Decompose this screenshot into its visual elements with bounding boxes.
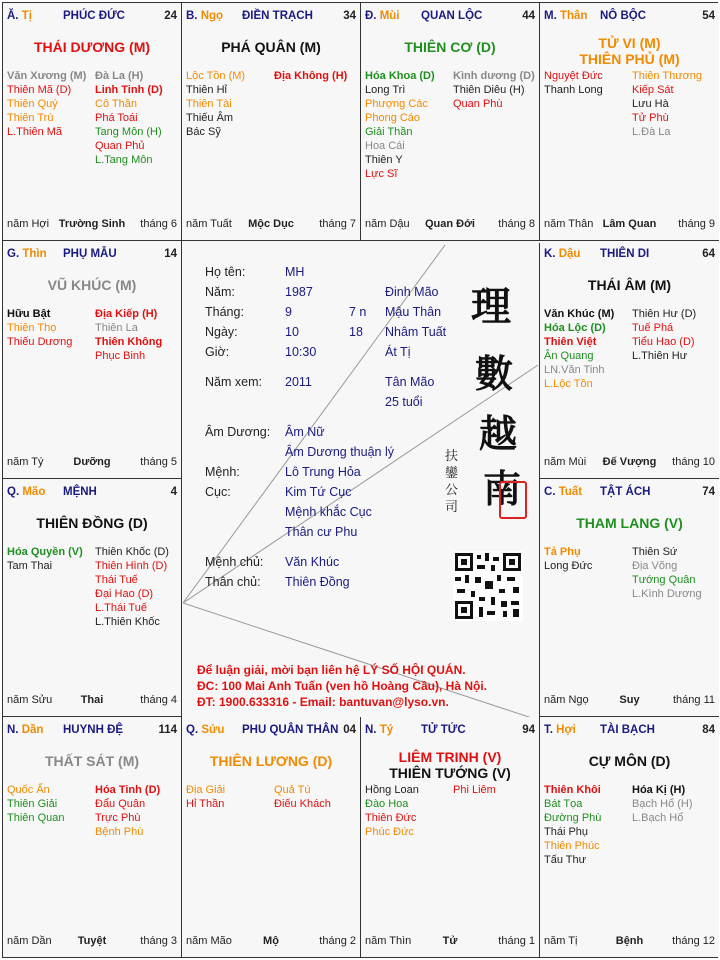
footer-phase: Bệnh bbox=[615, 935, 644, 947]
palace-number: 114 bbox=[158, 724, 177, 736]
minor-star: Thiên Thương bbox=[632, 70, 703, 82]
palace-footer bbox=[544, 935, 715, 949]
label-menh: Mệnh: bbox=[205, 465, 240, 479]
right-star-list bbox=[632, 545, 702, 601]
palace-number: 14 bbox=[164, 248, 177, 260]
value-than-chu: Thiên Đồng bbox=[285, 575, 350, 589]
minor-star: Thiên Tài bbox=[186, 98, 232, 110]
value-thang-canchi: Mậu Thân bbox=[385, 305, 442, 319]
logo-char-1: 理 bbox=[471, 283, 511, 330]
value-nam-xem-canchi: Tân Mão bbox=[385, 375, 435, 389]
main-star: LIÊM TRINH (V) bbox=[398, 749, 502, 765]
palace-than[interactable] bbox=[540, 3, 719, 241]
minor-star: Tử Phù bbox=[632, 112, 669, 124]
palace-can-chi: T. Hợi bbox=[544, 724, 576, 736]
minor-star: Địa Kiếp (H) bbox=[95, 308, 158, 320]
palace-number: 24 bbox=[164, 10, 177, 22]
minor-star: Quốc Ấn bbox=[7, 784, 50, 796]
main-star: THIÊN TƯỚNG (V) bbox=[389, 765, 511, 781]
minor-star: Tiểu Hao (D) bbox=[632, 336, 695, 348]
minor-star: Thiên Diêu (H) bbox=[453, 84, 525, 96]
right-star-list bbox=[95, 69, 163, 167]
palace-name: TỬ TỨC bbox=[421, 724, 466, 736]
minor-star: Bạch Hổ (H) bbox=[632, 798, 693, 810]
minor-star: Thái Tuế bbox=[95, 574, 138, 586]
palace-can-chi: M. Thân bbox=[544, 10, 588, 22]
logo-char-2: 數 bbox=[475, 351, 514, 396]
value-nam-xem: 2011 bbox=[285, 375, 312, 389]
minor-star: Hỉ Thần bbox=[186, 798, 225, 810]
minor-star: Thiên Giải bbox=[7, 798, 58, 810]
minor-star: Địa Giải bbox=[186, 784, 226, 796]
palace-ty[interactable] bbox=[3, 3, 182, 241]
minor-star: Phúc Đức bbox=[365, 826, 414, 838]
value-ngay-am: 18 bbox=[349, 325, 363, 339]
minor-star: Lưu Hà bbox=[632, 98, 669, 110]
footer-year: năm Dần bbox=[7, 935, 52, 947]
palace-header bbox=[186, 724, 356, 738]
value-gio: 10:30 bbox=[285, 345, 317, 359]
label-thang: Tháng: bbox=[205, 305, 244, 319]
footer-month: tháng 7 bbox=[319, 218, 356, 230]
footer-year: năm Tị bbox=[544, 935, 578, 947]
minor-star: L.Thiên Mã bbox=[7, 126, 63, 138]
value-nam: 1987 bbox=[285, 285, 313, 299]
minor-star: Văn Xương (M) bbox=[7, 70, 87, 82]
minor-star: Thiên Quan bbox=[7, 812, 65, 824]
main-star: TỬ VI (M) bbox=[598, 35, 661, 51]
center-info-panel bbox=[183, 243, 540, 720]
palace-number: 54 bbox=[702, 10, 715, 22]
palace-number: 84 bbox=[702, 724, 715, 736]
right-star-list bbox=[274, 783, 331, 811]
footer-month: tháng 11 bbox=[672, 694, 715, 706]
footer-month: tháng 12 bbox=[672, 935, 715, 947]
palace-can-chi: C. Tuất bbox=[544, 486, 583, 498]
palace-footer bbox=[544, 456, 715, 470]
footer-year: năm Thìn bbox=[365, 935, 412, 947]
minor-star: Thiên Trù bbox=[7, 112, 54, 124]
right-star-list bbox=[632, 69, 702, 139]
footer-month: tháng 5 bbox=[140, 456, 177, 468]
minor-star: Lộc Tồn (M) bbox=[186, 70, 246, 82]
main-star: THIÊN ĐỒNG (D) bbox=[36, 515, 148, 531]
footer-month: tháng 9 bbox=[678, 218, 715, 230]
palace-number: 64 bbox=[702, 248, 715, 260]
minor-star: Tang Môn (H) bbox=[95, 126, 162, 138]
label-nam: Năm: bbox=[205, 285, 235, 299]
minor-star: Trực Phù bbox=[95, 812, 141, 824]
minor-star: L.Lộc Tồn bbox=[544, 378, 593, 390]
footer-phase: Mộ bbox=[263, 935, 279, 947]
minor-star: Quả Tú bbox=[274, 784, 311, 796]
minor-star: L.Thiên Khốc bbox=[95, 616, 160, 628]
minor-star: Thanh Long bbox=[544, 84, 603, 96]
minor-star: Bác Sỹ bbox=[186, 126, 221, 138]
footer-year: năm Tuất bbox=[186, 218, 232, 230]
right-star-list bbox=[95, 307, 162, 363]
minor-star: Đường Phù bbox=[544, 812, 602, 824]
left-star-list bbox=[186, 783, 225, 811]
minor-star: Kiếp Sát bbox=[632, 84, 674, 96]
minor-star: Thiên Y bbox=[365, 154, 403, 166]
minor-star: Linh Tinh (D) bbox=[95, 84, 163, 96]
minor-star: Tấu Thư bbox=[544, 854, 587, 866]
minor-star: Thiên Hư (D) bbox=[632, 308, 697, 320]
contact-line-1: Để luận giải, mời bạn liên hệ LÝ SỐ HỘI QUÁN. bbox=[197, 663, 466, 677]
footer-phase: Quan Đới bbox=[425, 218, 475, 230]
main-star: THIÊN PHỦ (M) bbox=[579, 51, 680, 67]
footer-phase: Lâm Quan bbox=[602, 218, 657, 230]
minor-star: Đà La (H) bbox=[95, 70, 144, 82]
minor-star: Điếu Khách bbox=[274, 798, 331, 810]
label-ngay: Ngày: bbox=[205, 325, 238, 339]
qr-code-icon[interactable] bbox=[453, 551, 523, 621]
palace-header bbox=[365, 10, 535, 24]
palace-can-chi: K. Dậu bbox=[544, 248, 581, 260]
left-star-list bbox=[365, 69, 435, 181]
palace-can-chi: Ă. Tị bbox=[7, 10, 32, 22]
palace-header bbox=[544, 486, 715, 500]
palace-mao[interactable] bbox=[3, 479, 182, 717]
main-star: VŨ KHÚC (M) bbox=[47, 277, 137, 293]
right-star-list bbox=[95, 545, 169, 629]
palace-can-chi: Q. Sửu bbox=[186, 724, 225, 736]
right-star-list bbox=[453, 783, 496, 797]
palace-dan[interactable] bbox=[3, 717, 182, 957]
minor-star: Bệnh Phù bbox=[95, 826, 144, 838]
footer-year: năm Mão bbox=[186, 935, 232, 947]
seal-vertical-text: 扶鑾公司 bbox=[445, 449, 459, 515]
contact-line-3[interactable]: ĐT: 1900.633316 - Email: bantuvan@lyso.vn. bbox=[197, 695, 449, 709]
value-thang-am: 7 n bbox=[349, 305, 367, 319]
footer-phase: Trường Sinh bbox=[58, 218, 126, 230]
left-star-list bbox=[544, 69, 603, 97]
left-star-list bbox=[7, 307, 72, 349]
footer-month: tháng 8 bbox=[498, 218, 535, 230]
main-star: THÁI ÂM (M) bbox=[587, 277, 672, 293]
minor-star: Thiếu Âm bbox=[186, 112, 234, 124]
main-star: THIÊN LƯƠNG (D) bbox=[209, 753, 333, 769]
palace-header bbox=[7, 248, 177, 262]
minor-star: Lực Sĩ bbox=[365, 168, 398, 180]
left-star-list bbox=[365, 783, 419, 839]
left-star-list bbox=[7, 69, 86, 139]
minor-star: Thái Phụ bbox=[544, 826, 589, 838]
minor-star: Thiên Hỉ bbox=[186, 84, 227, 96]
minor-star: Tuế Phá bbox=[632, 322, 674, 334]
minor-star: Thiên Thọ bbox=[7, 322, 57, 334]
minor-star: L.Thiên Hư bbox=[632, 350, 688, 362]
palace-name: PHU QUÂN THÂN bbox=[242, 724, 339, 736]
footer-phase: Mộc Dục bbox=[248, 218, 294, 230]
palace-can-chi: G. Thìn bbox=[7, 248, 47, 260]
palace-name: ĐIỀN TRẠCH bbox=[242, 10, 313, 22]
main-star: THẤT SÁT (M) bbox=[44, 753, 140, 769]
minor-star: Long Đức bbox=[544, 560, 593, 572]
minor-star: Đào Hoa bbox=[365, 798, 409, 810]
palace-number: 4 bbox=[170, 486, 177, 498]
minor-star: Long Trì bbox=[365, 84, 406, 96]
minor-star: Cô Thần bbox=[95, 98, 137, 110]
minor-star: Thiếu Dương bbox=[7, 336, 73, 348]
minor-star: Địa Võng bbox=[632, 560, 678, 572]
left-star-list bbox=[7, 545, 83, 573]
minor-star: Hóa Quyền (V) bbox=[7, 546, 83, 558]
main-star: CỰ MÔN (D) bbox=[588, 753, 671, 769]
palace-header bbox=[544, 10, 715, 24]
footer-phase: Đế Vượng bbox=[602, 456, 657, 468]
footer-year: năm Mùi bbox=[544, 456, 587, 468]
footer-month: tháng 3 bbox=[140, 935, 177, 947]
minor-star: Hóa Lộc (D) bbox=[544, 322, 606, 334]
palace-can-chi: N. Tý bbox=[365, 724, 394, 736]
palace-footer bbox=[7, 456, 177, 470]
minor-star: LN.Văn Tinh bbox=[544, 364, 605, 376]
palace-header bbox=[7, 486, 177, 500]
palace-tyy[interactable] bbox=[361, 717, 540, 957]
palace-number: 44 bbox=[522, 10, 535, 22]
minor-star: Phi Liêm bbox=[453, 784, 496, 796]
minor-star: Phá Toái bbox=[95, 112, 138, 124]
footer-phase: Suy bbox=[619, 694, 640, 706]
footer-phase: Tuyệt bbox=[77, 935, 107, 947]
value-menh: Lô Trung Hỏa bbox=[285, 465, 361, 479]
palace-number: 04 bbox=[343, 724, 356, 736]
footer-year: năm Tý bbox=[7, 456, 44, 468]
value-nam-canchi: Đinh Mão bbox=[385, 285, 439, 299]
footer-phase: Dưỡng bbox=[73, 456, 111, 468]
minor-star: Tả Phụ bbox=[544, 546, 581, 558]
footer-year: năm Thân bbox=[544, 218, 594, 230]
minor-star: L.Tang Môn bbox=[95, 154, 153, 166]
label-than-chu: Thân chủ: bbox=[205, 575, 261, 589]
palace-can-chi: Q. Mão bbox=[7, 486, 46, 498]
footer-month: tháng 4 bbox=[140, 694, 177, 706]
minor-star: Phượng Các bbox=[365, 98, 428, 110]
minor-star: Thiên Khôi bbox=[544, 784, 601, 796]
palace-name: TÀI BẠCH bbox=[600, 724, 655, 736]
footer-year: năm Dậu bbox=[365, 218, 410, 230]
minor-star: Hóa Khoa (D) bbox=[365, 70, 435, 82]
minor-star: Quan Phù bbox=[453, 98, 503, 110]
main-star: THÁI DƯƠNG (M) bbox=[33, 39, 151, 55]
palace-header bbox=[365, 724, 535, 738]
minor-star: Nguyệt Đức bbox=[544, 70, 603, 82]
palace-ngo[interactable] bbox=[182, 3, 361, 241]
left-star-list bbox=[7, 783, 64, 825]
palace-tuat[interactable] bbox=[540, 479, 719, 717]
left-star-list bbox=[544, 783, 601, 867]
palace-name: NÔ BỘC bbox=[600, 10, 646, 22]
value-cuc: Kim Tứ Cục bbox=[285, 485, 352, 499]
main-star: THIÊN CƠ (D) bbox=[404, 39, 496, 55]
red-seal-icon bbox=[499, 481, 527, 519]
minor-star: Văn Khúc (M) bbox=[544, 308, 615, 320]
palace-footer bbox=[544, 694, 715, 708]
value-ngay: 10 bbox=[285, 325, 299, 339]
palace-mui[interactable] bbox=[361, 3, 540, 241]
value-tuoi: 25 tuổi bbox=[385, 395, 423, 409]
minor-star: Bát Tọa bbox=[544, 798, 583, 810]
footer-month: tháng 6 bbox=[140, 218, 177, 230]
minor-star: Địa Không (H) bbox=[274, 70, 348, 82]
palace-header bbox=[544, 724, 715, 738]
value-thang: 9 bbox=[285, 305, 292, 319]
palace-dau[interactable] bbox=[540, 241, 719, 479]
left-star-list bbox=[186, 69, 245, 139]
minor-star: Phong Cáo bbox=[365, 112, 421, 124]
minor-star: Thiên Việt bbox=[544, 336, 597, 348]
palace-hoi[interactable] bbox=[540, 717, 719, 957]
main-star: PHÁ QUÂN (M) bbox=[221, 39, 321, 55]
palace-footer bbox=[7, 935, 177, 949]
palace-can-chi: N. Dần bbox=[7, 724, 44, 736]
right-star-list bbox=[274, 69, 347, 83]
palace-footer bbox=[186, 218, 356, 232]
logo-char-4: 南 bbox=[483, 466, 522, 511]
palace-name: PHÚC ĐỨC bbox=[63, 10, 125, 22]
right-star-list bbox=[632, 307, 696, 363]
value-gio-canchi: Át Tị bbox=[385, 345, 411, 359]
value-cuc-2: Mệnh khắc Cục bbox=[285, 505, 372, 519]
minor-star: Tướng Quân bbox=[632, 574, 696, 586]
value-menh-chu: Văn Khúc bbox=[285, 555, 340, 569]
minor-star: Thiên Mã (D) bbox=[7, 84, 72, 96]
main-star: THAM LANG (V) bbox=[576, 515, 683, 531]
footer-month: tháng 10 bbox=[672, 456, 715, 468]
palace-footer bbox=[186, 935, 356, 949]
value-am-duong-2: Âm Dương thuận lý bbox=[285, 445, 394, 459]
minor-star: Ân Quang bbox=[544, 350, 594, 362]
palace-suu[interactable] bbox=[182, 717, 361, 957]
minor-star: L.Thái Tuế bbox=[95, 602, 147, 614]
footer-year: năm Hợi bbox=[7, 218, 50, 230]
minor-star: L.Đà La bbox=[632, 126, 671, 138]
minor-star: L.Kình Dương bbox=[632, 588, 702, 600]
label-gio: Giờ: bbox=[205, 345, 230, 359]
palace-name: PHỤ MẪU bbox=[63, 248, 117, 260]
minor-star: Thiên Khốc (D) bbox=[95, 546, 169, 558]
footer-phase: Tử bbox=[442, 935, 458, 947]
minor-star: Tam Thai bbox=[7, 560, 53, 572]
minor-star: Thiên Đức bbox=[365, 812, 417, 824]
footer-year: năm Ngọ bbox=[544, 694, 589, 706]
palace-number: 74 bbox=[702, 486, 715, 498]
value-am-duong: Âm Nữ bbox=[285, 425, 325, 439]
right-star-list bbox=[453, 69, 535, 111]
footer-month: tháng 1 bbox=[498, 935, 535, 947]
label-am-duong: Âm Dương: bbox=[205, 425, 271, 439]
right-star-list bbox=[95, 783, 160, 839]
palace-name: MỆNH bbox=[63, 486, 97, 498]
left-star-list bbox=[544, 307, 614, 391]
palace-number: 34 bbox=[343, 10, 356, 22]
minor-star: Kình dương (D) bbox=[453, 70, 535, 82]
minor-star: L.Bạch Hổ bbox=[632, 812, 684, 824]
minor-star: Thiên Phúc bbox=[544, 840, 600, 852]
logo-char-3: 越 bbox=[479, 411, 518, 456]
label-nam-xem: Năm xem: bbox=[205, 375, 262, 389]
minor-star: Thiên Sứ bbox=[632, 546, 678, 558]
palace-name: THIÊN DI bbox=[600, 248, 650, 260]
minor-star: Thiên Không bbox=[95, 336, 163, 348]
minor-star: Hóa Kị (H) bbox=[632, 784, 686, 796]
palace-footer bbox=[7, 218, 177, 232]
left-star-list bbox=[544, 545, 592, 573]
value-than-cu: Thân cư Phu bbox=[285, 525, 358, 539]
minor-star: Đẩu Quân bbox=[95, 798, 146, 810]
palace-header bbox=[186, 10, 356, 24]
palace-thin[interactable] bbox=[3, 241, 182, 479]
palace-can-chi: Đ. Mùi bbox=[365, 10, 400, 22]
palace-footer bbox=[365, 218, 535, 232]
minor-star: Hữu Bật bbox=[7, 308, 51, 320]
tu-vi-chart bbox=[2, 2, 718, 958]
value-ngay-canchi: Nhâm Tuất bbox=[385, 325, 447, 339]
label-menh-chu: Mệnh chủ: bbox=[205, 555, 264, 569]
minor-star: Phục Binh bbox=[95, 350, 146, 362]
label-cuc: Cục: bbox=[205, 485, 231, 499]
right-star-list bbox=[632, 783, 693, 825]
minor-star: Hoa Cái bbox=[365, 140, 405, 152]
contact-line-2: ĐC: 100 Mai Anh Tuấn (ven hồ Hoàng Cầu), Hà Nội. bbox=[197, 679, 488, 693]
label-ho-ten: Họ tên: bbox=[205, 265, 246, 279]
palace-header bbox=[7, 724, 177, 738]
palace-header bbox=[544, 248, 715, 262]
value-ho-ten: MH bbox=[285, 265, 305, 279]
palace-name: QUAN LỘC bbox=[421, 10, 483, 22]
palace-number: 94 bbox=[522, 724, 535, 736]
footer-month: tháng 2 bbox=[319, 935, 356, 947]
minor-star: Đại Hao (D) bbox=[95, 588, 154, 600]
minor-star: Quan Phủ bbox=[95, 140, 145, 152]
palace-name: TẬT ÁCH bbox=[600, 486, 651, 498]
palace-footer bbox=[544, 218, 715, 232]
footer-phase: Thai bbox=[80, 694, 104, 706]
minor-star: Thiên La bbox=[95, 322, 138, 334]
minor-star: Giải Thần bbox=[365, 126, 413, 138]
minor-star: Thiên Hình (D) bbox=[95, 560, 168, 572]
minor-star: Thiên Quý bbox=[7, 98, 58, 110]
minor-star: Hồng Loan bbox=[365, 784, 419, 796]
palace-footer bbox=[7, 694, 177, 708]
palace-name: HUYNH ĐỆ bbox=[63, 724, 124, 736]
minor-star: Hóa Tinh (D) bbox=[95, 784, 161, 796]
palace-footer bbox=[365, 935, 535, 949]
palace-can-chi: B. Ngọ bbox=[186, 10, 224, 22]
palace-header bbox=[7, 10, 177, 24]
footer-year: năm Sửu bbox=[7, 694, 53, 706]
